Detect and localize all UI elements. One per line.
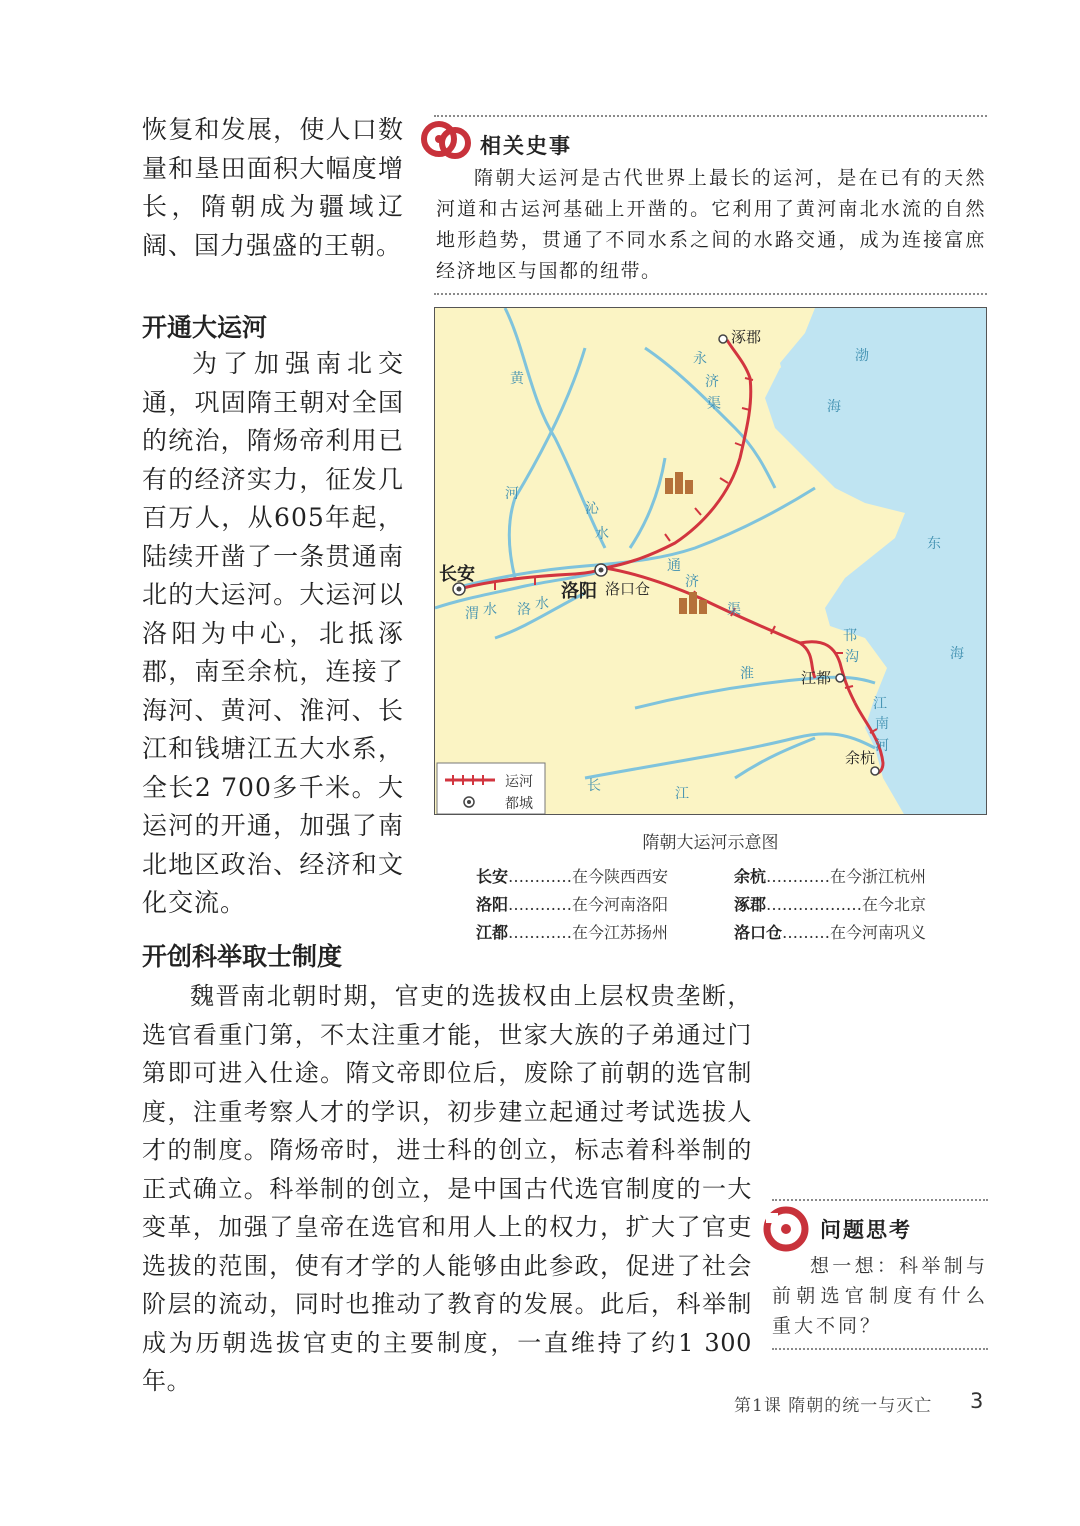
glossary-item [734, 892, 926, 915]
glossary-desc: 在今河南巩义 [830, 923, 927, 942]
water-label: 黄 [510, 371, 524, 387]
map-svg [435, 308, 987, 815]
water-label: 通 [667, 558, 681, 574]
city-label-luoyang: 洛阳 [561, 581, 597, 602]
water-label: 渭 [465, 606, 479, 622]
city-label-changan: 长安 [439, 564, 475, 585]
water-label: 东 [927, 536, 941, 552]
water-label: 水 [483, 602, 497, 618]
water-label: 济 [685, 574, 699, 590]
city-label-yuhang: 余杭 [845, 749, 876, 767]
intro-paragraph: 恢复和发展，使人口数量和垦田面积大幅度增长，隋朝成为疆域辽阔、国力强盛的王朝。 [142, 115, 404, 260]
keju-paragraph-block [142, 977, 752, 1401]
related-history-title: 相关史事 [480, 134, 572, 158]
water-label: 永 [693, 351, 707, 367]
question-badge-icon [760, 1203, 814, 1253]
glossary-item [734, 920, 926, 943]
water-label: 水 [595, 526, 609, 542]
water-label: 海 [950, 646, 964, 662]
glossary-item [476, 864, 668, 887]
intro-paragraph-block [142, 111, 404, 265]
section-title-keju: 开创科举取士制度 [142, 942, 343, 971]
keju-paragraph: 魏晋南北朝时期，官吏的选拔权由上层权贵垄断，选官看重门第，不太注重才能，世家大族的子弟通过门第即可进入仕途。隋文帝即位后，废除了前朝的选官制度，注重考察人才的学识，初步建立起通过考试选拔人才的制度。隋炀帝时，进士科的创立，标志着科举制的正式确立。科举制的创立，是中国古代选官制度的一大变革，加强了皇帝在选官和用人上的权力，扩大了官吏选拔的范围，使有才学的人能够由此参政，促进了社会阶层的流动，同时也推动了教育的发展。此后，科举制成为历朝选拔官吏的主要制度，一直维持了约1 300年。 [142, 982, 752, 1395]
water-label: 邗 [843, 628, 857, 644]
qin-river [630, 458, 665, 548]
water-label: 水 [535, 596, 549, 612]
glossary-item [476, 920, 668, 943]
water-label: 海 [827, 399, 841, 415]
box-top-divider [434, 115, 987, 117]
glossary-term: 涿郡 [734, 895, 767, 914]
glossary-item [476, 892, 668, 915]
water-label: 长 [587, 778, 601, 794]
water-label: 济 [705, 374, 719, 390]
water-label: 南 [875, 716, 889, 732]
water-label: 沁 [585, 501, 599, 517]
glossary-dots: ………… [508, 895, 573, 914]
glossary-dots: ………… [766, 867, 831, 886]
glossary-dots: ……………… [766, 895, 863, 914]
question-bottom-divider [772, 1348, 988, 1350]
water-label: 洛 [517, 602, 531, 618]
glossary-dots: ………… [508, 867, 573, 886]
legend-canal-label: 运河 [505, 774, 533, 790]
related-history-text: 隋朝大运河是古代世界上最长的运河，是在已有的天然河道和古运河基础上开凿的。它利用了黄河南北水流的自然地形趋势，贯通了不同水系之间的水路交通，成为连接富庶经济地区与国都的纽带。 [436, 167, 986, 282]
related-history-badge-icon [421, 117, 475, 167]
city-label-luokoucang: 洛口仓 [605, 580, 651, 598]
glossary-dots: ………… [508, 923, 573, 942]
map-legend [437, 763, 545, 814]
glossary-desc: 在今河南洛阳 [572, 895, 669, 914]
water-label: 江 [873, 696, 887, 712]
glossary-item [734, 864, 926, 887]
water-label: 渠 [707, 396, 721, 412]
water-label: 沟 [845, 649, 859, 665]
glossary-desc: 在今浙江杭州 [830, 867, 927, 886]
question-title: 问题思考 [820, 1218, 912, 1242]
question-text: 想一想：科举制与前朝选官制度有什么重大不同？ [772, 1255, 988, 1337]
legend-capital-label: 都城 [505, 796, 533, 812]
box-bottom-divider [434, 293, 987, 295]
grand-canal-map [434, 307, 987, 815]
canal-paragraph: 为了加强南北交通，巩固隋王朝对全国的统治，隋炀帝利用已有的经济实力，征发几百万人，从605年起，陆续开凿了一条贯通南北的大运河。大运河以洛阳为中心，北抵涿郡，南至余杭，连接了海河、黄河、淮河、长江和钱塘江五大水系，全长2 700多千米。大运河的开通，加强了南北地区政治、经济和文化交流。 [142, 349, 404, 917]
glossary-desc: 在今江苏扬州 [572, 923, 669, 942]
page-number: 3 [970, 1389, 984, 1413]
water-label: 渠 [727, 602, 741, 618]
water-label: 河 [875, 738, 889, 754]
glossary-term: 长安 [476, 867, 509, 886]
canal-paragraph-block [142, 345, 404, 923]
glossary-dots: ……… [782, 923, 831, 942]
water-label: 江 [675, 786, 689, 802]
footer-lesson: 第1课 隋朝的统一与灭亡 [734, 1396, 933, 1416]
city-label-zhuojun: 涿郡 [731, 328, 762, 346]
glossary-term: 洛阳 [476, 895, 509, 914]
water-label: 淮 [740, 666, 754, 682]
glossary-term: 洛口仓 [734, 923, 783, 942]
map-caption: 隋朝大运河示意图 [642, 833, 779, 853]
glossary-desc: 在今陕西西安 [572, 867, 669, 886]
question-top-divider [772, 1199, 988, 1201]
glossary-term: 余杭 [734, 867, 767, 886]
city-label-jiangdu: 江都 [801, 669, 832, 687]
yangtze-river [585, 734, 875, 778]
water-label: 渤 [855, 348, 869, 364]
water-label: 河 [505, 486, 519, 502]
glossary-term: 江都 [476, 923, 509, 942]
section-title-canal: 开通大运河 [142, 313, 268, 342]
glossary-desc: 在今北京 [862, 895, 927, 914]
